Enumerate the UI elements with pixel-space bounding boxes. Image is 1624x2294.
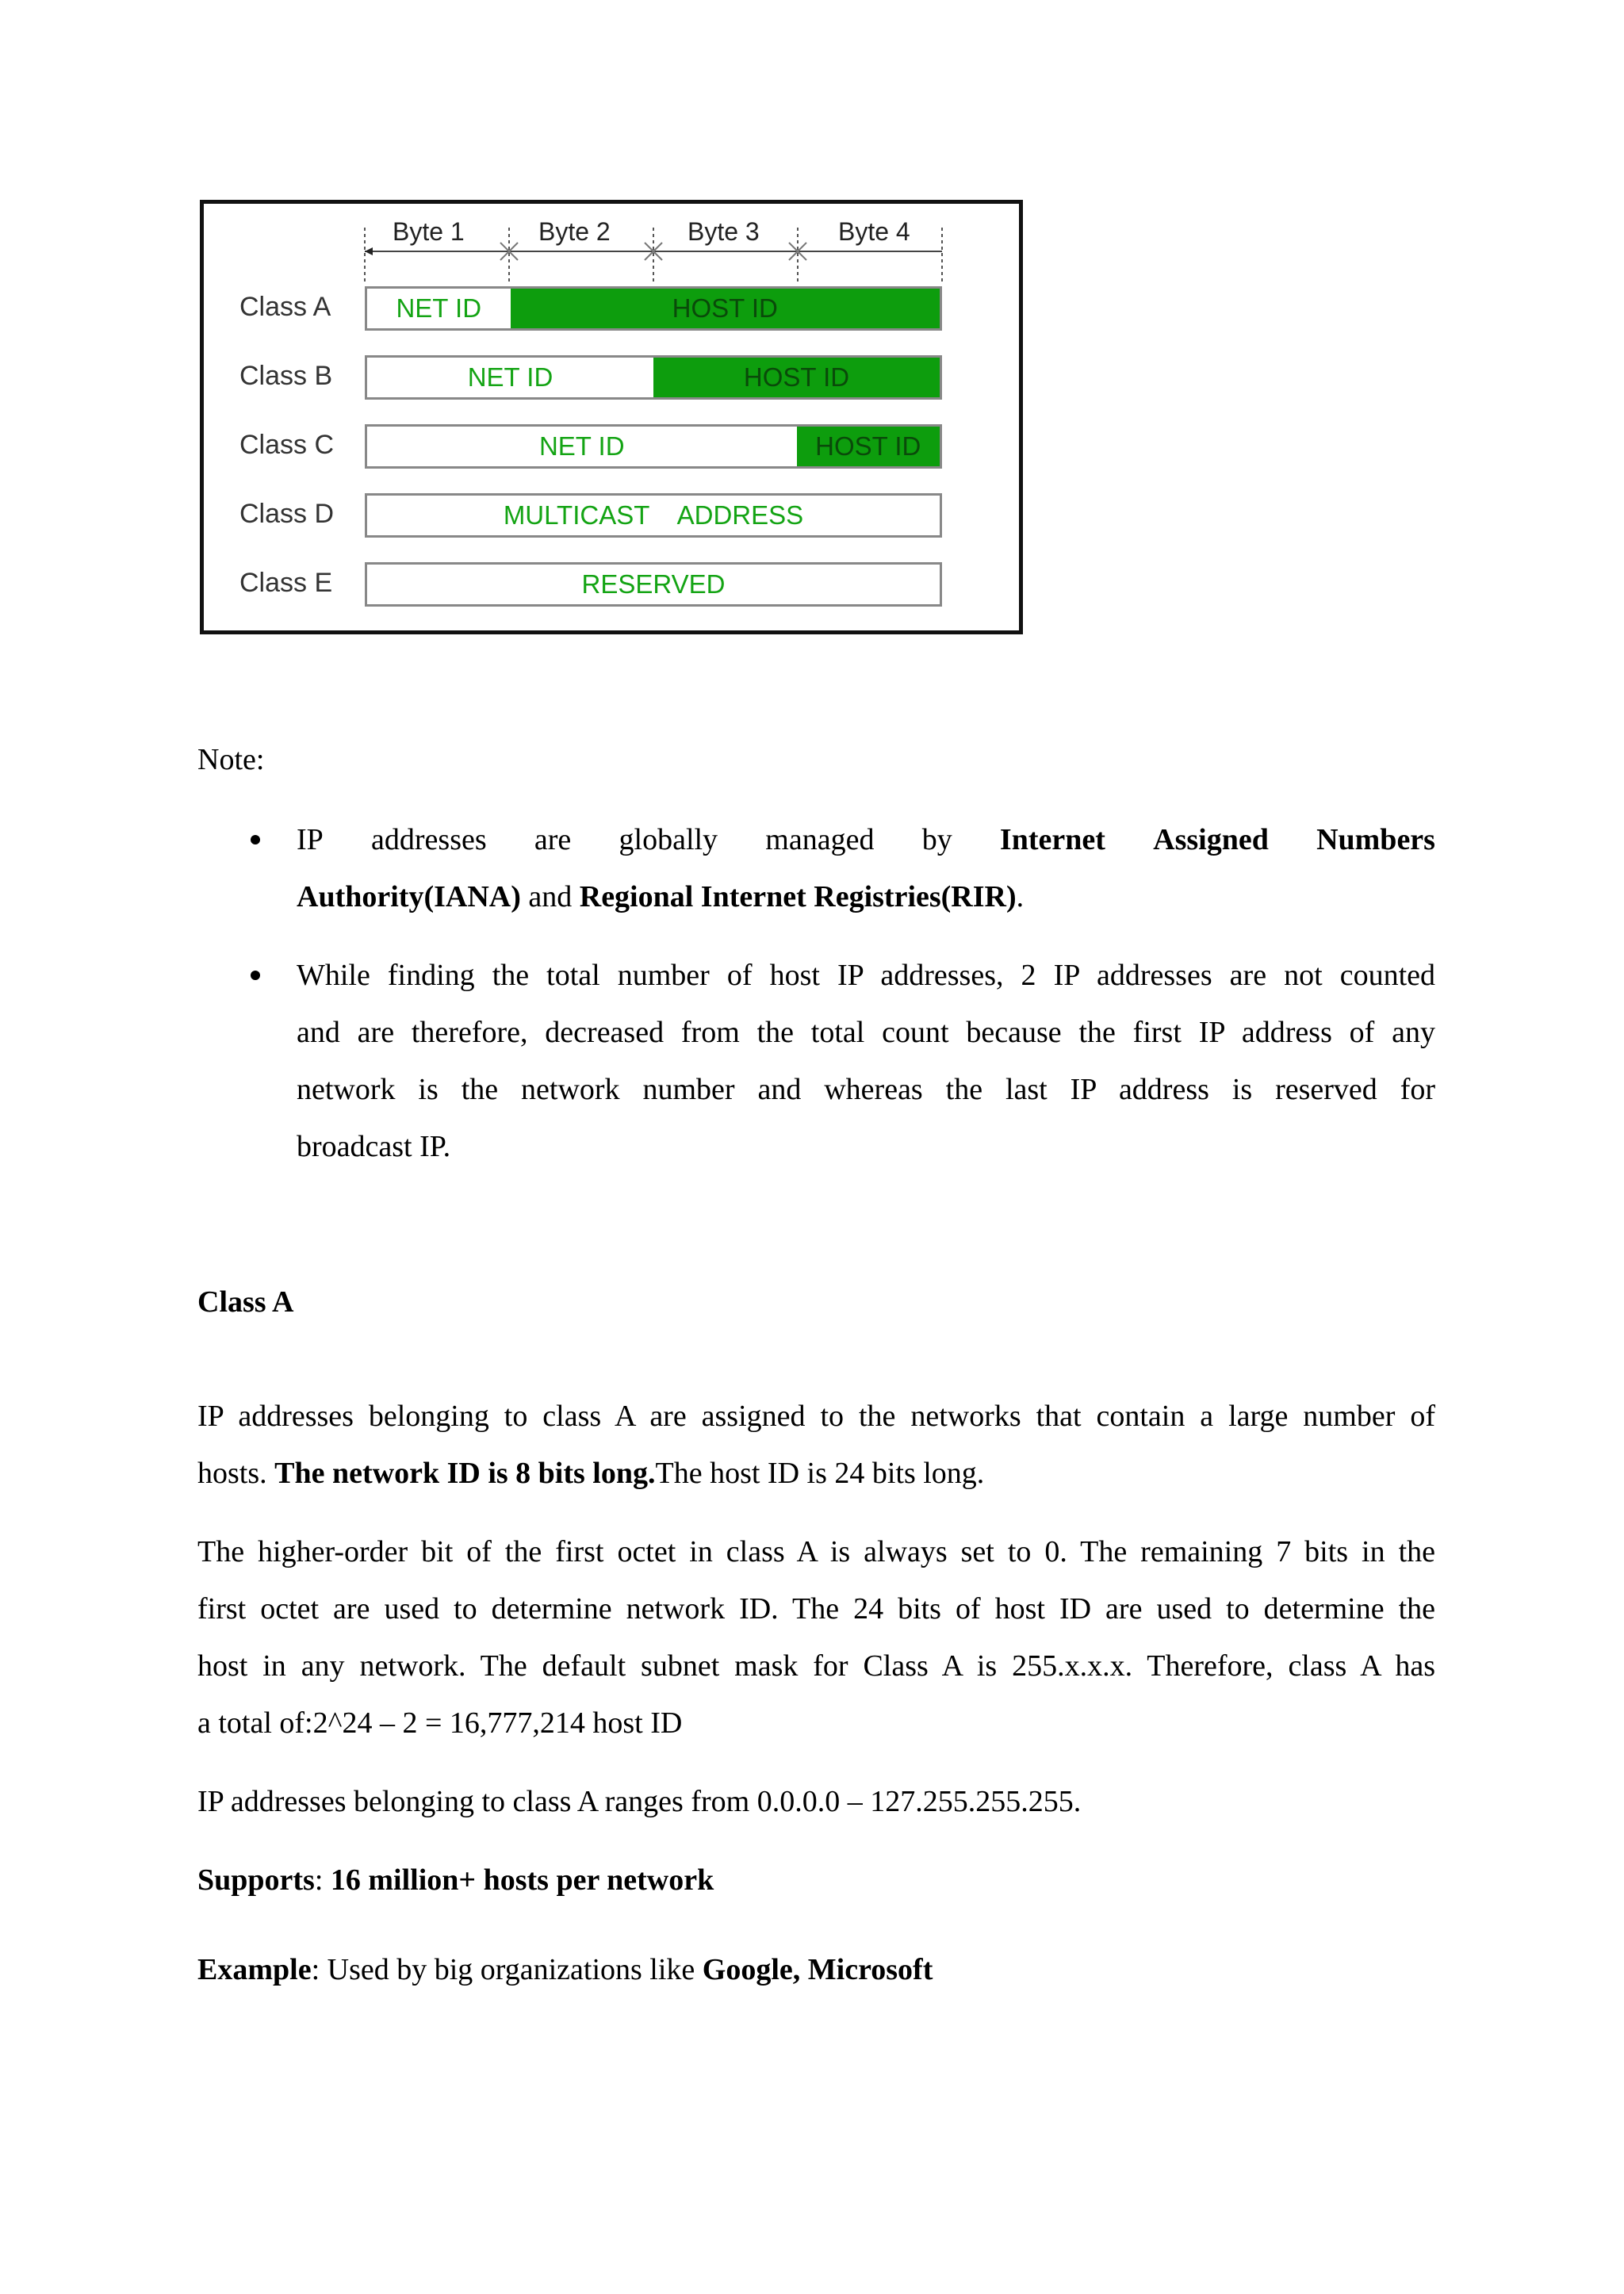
bullet-1-word: by — [921, 823, 952, 856]
class-e-label: Class E — [239, 568, 333, 598]
class-d-multicast: MULTICAST ADDRESS — [367, 496, 940, 535]
class-e-bar — [365, 562, 942, 607]
class-b-bar — [365, 355, 942, 400]
bullet-2-line-2: and are therefore, decreased from the total count because the first IP address of any — [297, 1016, 1435, 1049]
byte-label-4: Byte 4 — [838, 217, 910, 246]
hosts-text: hosts. — [197, 1457, 275, 1490]
and-text: and — [520, 880, 580, 913]
byte-label-2: Byte 2 — [538, 217, 611, 246]
class-b-label: Class B — [239, 361, 333, 391]
example-value: Google, Microsoft — [702, 1953, 933, 1986]
class-a-para-2-line-2: first octet are used to determine network ID. The 24 bits of host ID are used to determine the — [197, 1592, 1435, 1626]
bullet-1-bold-word: Numbers — [1316, 823, 1435, 856]
bullet-dot — [251, 835, 260, 844]
class-a-para-1-line-1: IP addresses belonging to class A are assigned to the networks that contain a large number of — [197, 1400, 1435, 1433]
bullet-1-line-1 — [297, 811, 1435, 868]
iana-text: Authority(IANA) — [297, 880, 521, 913]
class-c-label: Class C — [239, 430, 335, 460]
supports-label: Supports — [197, 1863, 315, 1897]
class-a-example — [197, 1941, 933, 1998]
bullet-2-line-4: broadcast IP. — [297, 1130, 451, 1163]
bullet-2-line-1: While finding the total number of host IP addresses, 2 IP addresses are not counted — [297, 959, 1435, 992]
period-text: . — [1016, 880, 1025, 913]
bullet-1-word: addresses — [371, 823, 487, 856]
class-d-bar — [365, 493, 942, 538]
class-c-bar — [365, 424, 942, 469]
byte-label-1: Byte 1 — [393, 217, 465, 246]
class-a-host-id: HOST ID — [511, 289, 940, 328]
class-b-host-id: HOST ID — [653, 358, 940, 397]
class-c-net-id: NET ID — [367, 427, 797, 466]
bullet-1-bold-word: Internet — [999, 823, 1105, 856]
ip-class-diagram — [200, 200, 1023, 634]
class-a-para-2-line-4: a total of:2^24 – 2 = 16,777,214 host ID — [197, 1706, 683, 1740]
bullet-dot — [251, 971, 260, 980]
class-e-reserved: RESERVED — [367, 565, 940, 604]
network-id-bold: The network ID is 8 bits long. — [274, 1457, 656, 1490]
class-a-net-id: NET ID — [367, 289, 511, 328]
supports-sep: : — [314, 1863, 331, 1897]
example-label: Example — [197, 1953, 312, 1986]
class-d-label: Class D — [239, 499, 335, 529]
note-heading: Note: — [197, 743, 265, 776]
bullet-1-word: managed — [765, 823, 875, 856]
class-a-supports — [197, 1852, 714, 1909]
byte-label-3: Byte 3 — [688, 217, 760, 246]
rir-text: Regional Internet Registries(RIR) — [579, 880, 1017, 913]
class-a-para-2-line-3: host in any network. The default subnet mask for Class A is 255.x.x.x. Therefore, class A has — [197, 1649, 1435, 1683]
host-id-text: The host ID is 24 bits long. — [655, 1457, 985, 1490]
class-a-range: IP addresses belonging to class A ranges from 0.0.0.0 – 127.255.255.255. — [197, 1785, 1082, 1818]
class-a-para-1-line-2 — [197, 1445, 984, 1502]
bullet-1-word: IP — [297, 823, 324, 856]
bullet-1-line-2 — [297, 868, 1024, 925]
example-text: : Used by big organizations like — [311, 1953, 703, 1986]
class-a-label: Class A — [239, 292, 331, 322]
class-c-host-id: HOST ID — [797, 427, 940, 466]
class-a-heading: Class A — [197, 1285, 294, 1319]
bullet-1-bold-word: Assigned — [1153, 823, 1269, 856]
bullet-1-word: globally — [619, 823, 718, 856]
class-a-bar — [365, 286, 942, 331]
class-a-para-2-line-1: The higher-order bit of the first octet in class A is always set to 0. The remaining 7 bits in the — [197, 1535, 1435, 1568]
class-b-net-id: NET ID — [367, 358, 653, 397]
bullet-1-word: are — [534, 823, 572, 856]
bullet-2-line-3: network is the network number and whereas the last IP address is reserved for — [297, 1073, 1435, 1106]
supports-value: 16 million+ hosts per network — [330, 1863, 714, 1897]
